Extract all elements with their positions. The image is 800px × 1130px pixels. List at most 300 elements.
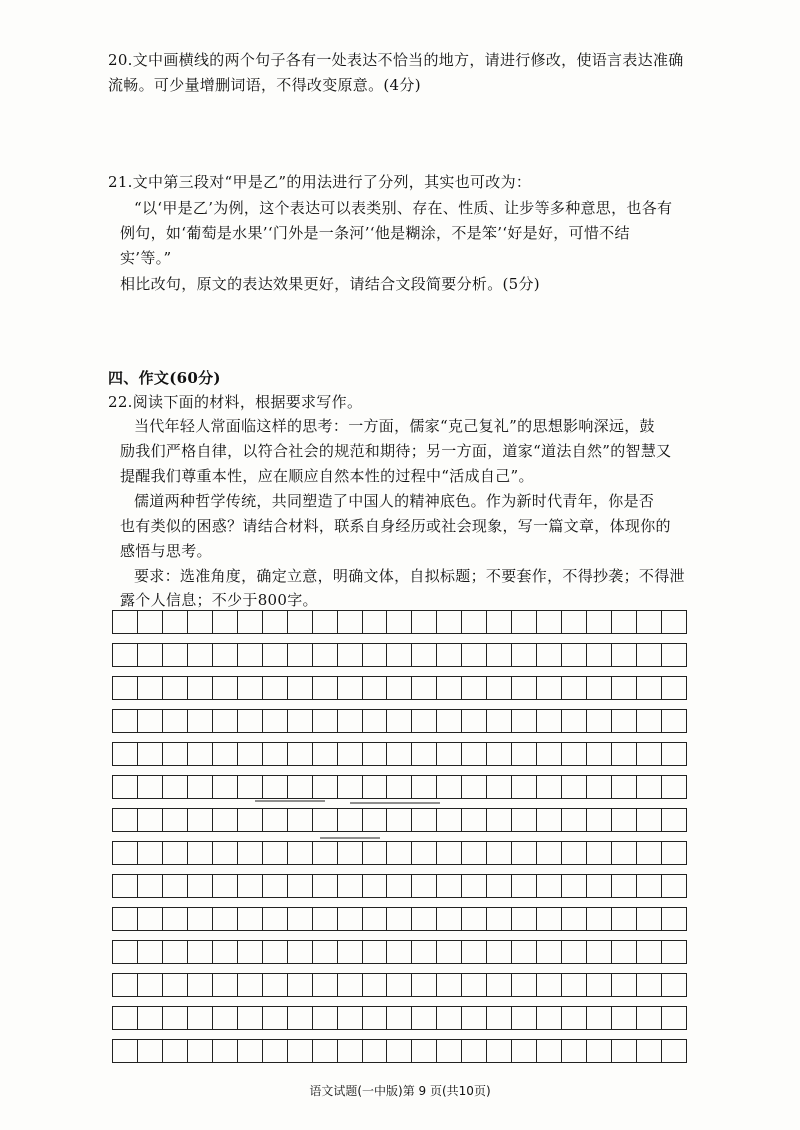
grid-cell[interactable] [238, 677, 263, 699]
grid-cell[interactable] [462, 776, 487, 798]
grid-cell[interactable] [437, 1007, 462, 1029]
grid-cell[interactable] [188, 842, 213, 864]
grid-cell[interactable] [213, 809, 238, 831]
grid-cell[interactable] [313, 809, 338, 831]
grid-cell[interactable] [487, 908, 512, 930]
grid-cell[interactable] [288, 974, 313, 996]
grid-cell[interactable] [637, 743, 662, 765]
grid-cell[interactable] [238, 710, 263, 732]
grid-cell[interactable] [462, 1040, 487, 1062]
grid-cell[interactable] [387, 974, 412, 996]
grid-cell[interactable] [487, 644, 512, 666]
grid-cell[interactable] [537, 611, 562, 633]
grid-cell[interactable] [587, 875, 612, 897]
grid-cell[interactable] [363, 677, 388, 699]
grid-cell[interactable] [238, 842, 263, 864]
grid-cell[interactable] [338, 677, 363, 699]
grid-cell[interactable] [587, 644, 612, 666]
grid-cell[interactable] [587, 809, 612, 831]
grid-cell[interactable] [163, 1040, 188, 1062]
grid-cell[interactable] [213, 611, 238, 633]
grid-cell[interactable] [562, 842, 587, 864]
grid-cell[interactable] [288, 743, 313, 765]
grid-cell[interactable] [263, 743, 288, 765]
grid-cell[interactable] [512, 644, 537, 666]
grid-cell[interactable] [662, 1007, 687, 1029]
grid-cell[interactable] [437, 644, 462, 666]
grid-cell[interactable] [662, 875, 687, 897]
grid-cell[interactable] [387, 842, 412, 864]
grid-cell[interactable] [163, 677, 188, 699]
grid-cell[interactable] [562, 677, 587, 699]
grid-cell[interactable] [363, 611, 388, 633]
grid-cell[interactable] [163, 941, 188, 963]
grid-cell[interactable] [288, 842, 313, 864]
grid-cell[interactable] [112, 908, 138, 930]
grid-cell[interactable] [462, 710, 487, 732]
grid-cell[interactable] [338, 1040, 363, 1062]
grid-cell[interactable] [138, 908, 163, 930]
grid-cell[interactable] [387, 710, 412, 732]
grid-cell[interactable] [263, 842, 288, 864]
grid-cell[interactable] [562, 743, 587, 765]
grid-cell[interactable] [512, 842, 537, 864]
grid-cell[interactable] [662, 611, 687, 633]
grid-cell[interactable] [512, 1007, 537, 1029]
grid-cell[interactable] [587, 908, 612, 930]
grid-cell[interactable] [512, 875, 537, 897]
grid-cell[interactable] [213, 842, 238, 864]
grid-cell[interactable] [363, 809, 388, 831]
grid-cell[interactable] [537, 842, 562, 864]
grid-cell[interactable] [138, 677, 163, 699]
grid-cell[interactable] [138, 875, 163, 897]
grid-cell[interactable] [512, 974, 537, 996]
grid-cell[interactable] [112, 743, 138, 765]
grid-cell[interactable] [313, 908, 338, 930]
grid-cell[interactable] [637, 974, 662, 996]
grid-cell[interactable] [637, 710, 662, 732]
grid-cell[interactable] [338, 809, 363, 831]
grid-cell[interactable] [188, 677, 213, 699]
grid-cell[interactable] [487, 1040, 512, 1062]
grid-cell[interactable] [537, 743, 562, 765]
grid-cell[interactable] [512, 611, 537, 633]
grid-cell[interactable] [412, 941, 437, 963]
grid-cell[interactable] [437, 776, 462, 798]
grid-cell[interactable] [662, 941, 687, 963]
grid-cell[interactable] [537, 974, 562, 996]
grid-cell[interactable] [263, 611, 288, 633]
grid-cell[interactable] [213, 743, 238, 765]
grid-cell[interactable] [462, 908, 487, 930]
grid-cell[interactable] [487, 809, 512, 831]
grid-cell[interactable] [288, 1040, 313, 1062]
grid-cell[interactable] [387, 875, 412, 897]
grid-cell[interactable] [263, 677, 288, 699]
grid-cell[interactable] [412, 644, 437, 666]
grid-cell[interactable] [238, 974, 263, 996]
grid-cell[interactable] [213, 908, 238, 930]
grid-cell[interactable] [662, 1040, 687, 1062]
grid-cell[interactable] [637, 776, 662, 798]
grid-cell[interactable] [188, 644, 213, 666]
grid-cell[interactable] [412, 1007, 437, 1029]
grid-cell[interactable] [213, 875, 238, 897]
grid-cell[interactable] [562, 644, 587, 666]
grid-cell[interactable] [338, 776, 363, 798]
grid-cell[interactable] [213, 974, 238, 996]
grid-cell[interactable] [537, 809, 562, 831]
grid-cell[interactable] [112, 611, 138, 633]
grid-cell[interactable] [163, 1007, 188, 1029]
grid-cell[interactable] [412, 677, 437, 699]
grid-cell[interactable] [138, 644, 163, 666]
grid-cell[interactable] [112, 974, 138, 996]
grid-cell[interactable] [462, 809, 487, 831]
grid-cell[interactable] [437, 842, 462, 864]
grid-cell[interactable] [662, 743, 687, 765]
grid-cell[interactable] [238, 1007, 263, 1029]
grid-cell[interactable] [338, 842, 363, 864]
grid-cell[interactable] [263, 974, 288, 996]
grid-cell[interactable] [462, 875, 487, 897]
grid-cell[interactable] [163, 809, 188, 831]
grid-cell[interactable] [462, 842, 487, 864]
grid-cell[interactable] [288, 908, 313, 930]
grid-cell[interactable] [288, 611, 313, 633]
grid-cell[interactable] [363, 974, 388, 996]
grid-cell[interactable] [437, 875, 462, 897]
grid-cell[interactable] [163, 743, 188, 765]
grid-cell[interactable] [412, 710, 437, 732]
grid-cell[interactable] [188, 743, 213, 765]
grid-cell[interactable] [562, 908, 587, 930]
grid-cell[interactable] [537, 875, 562, 897]
grid-cell[interactable] [462, 743, 487, 765]
grid-cell[interactable] [637, 677, 662, 699]
grid-cell[interactable] [562, 875, 587, 897]
grid-cell[interactable] [112, 644, 138, 666]
grid-cell[interactable] [387, 611, 412, 633]
grid-cell[interactable] [112, 941, 138, 963]
grid-cell[interactable] [313, 611, 338, 633]
grid-cell[interactable] [188, 875, 213, 897]
grid-cell[interactable] [213, 677, 238, 699]
grid-cell[interactable] [612, 809, 637, 831]
grid-cell[interactable] [562, 776, 587, 798]
grid-cell[interactable] [363, 644, 388, 666]
grid-cell[interactable] [562, 710, 587, 732]
grid-cell[interactable] [238, 875, 263, 897]
grid-cell[interactable] [612, 776, 637, 798]
grid-cell[interactable] [138, 743, 163, 765]
grid-cell[interactable] [263, 1040, 288, 1062]
grid-cell[interactable] [387, 809, 412, 831]
grid-cell[interactable] [587, 974, 612, 996]
grid-cell[interactable] [487, 710, 512, 732]
grid-cell[interactable] [163, 710, 188, 732]
grid-cell[interactable] [238, 809, 263, 831]
grid-cell[interactable] [537, 1040, 562, 1062]
grid-cell[interactable] [662, 809, 687, 831]
grid-cell[interactable] [238, 908, 263, 930]
grid-cell[interactable] [138, 1040, 163, 1062]
grid-cell[interactable] [637, 908, 662, 930]
grid-cell[interactable] [637, 842, 662, 864]
grid-cell[interactable] [263, 941, 288, 963]
grid-cell[interactable] [662, 974, 687, 996]
grid-cell[interactable] [612, 677, 637, 699]
grid-cell[interactable] [288, 677, 313, 699]
grid-cell[interactable] [163, 875, 188, 897]
grid-cell[interactable] [412, 743, 437, 765]
grid-cell[interactable] [512, 1040, 537, 1062]
grid-cell[interactable] [138, 842, 163, 864]
grid-cell[interactable] [387, 644, 412, 666]
grid-cell[interactable] [188, 941, 213, 963]
grid-cell[interactable] [437, 743, 462, 765]
grid-cell[interactable] [512, 710, 537, 732]
grid-cell[interactable] [487, 611, 512, 633]
grid-cell[interactable] [612, 710, 637, 732]
grid-cell[interactable] [188, 908, 213, 930]
grid-cell[interactable] [662, 710, 687, 732]
grid-cell[interactable] [338, 974, 363, 996]
grid-cell[interactable] [437, 809, 462, 831]
grid-cell[interactable] [637, 644, 662, 666]
grid-cell[interactable] [138, 611, 163, 633]
grid-cell[interactable] [412, 611, 437, 633]
grid-cell[interactable] [612, 974, 637, 996]
grid-cell[interactable] [112, 1040, 138, 1062]
grid-cell[interactable] [487, 974, 512, 996]
grid-cell[interactable] [363, 1007, 388, 1029]
grid-cell[interactable] [612, 644, 637, 666]
grid-cell[interactable] [263, 1007, 288, 1029]
grid-cell[interactable] [487, 743, 512, 765]
grid-cell[interactable] [288, 1007, 313, 1029]
grid-cell[interactable] [437, 611, 462, 633]
grid-cell[interactable] [437, 908, 462, 930]
grid-cell[interactable] [363, 743, 388, 765]
grid-cell[interactable] [587, 743, 612, 765]
grid-cell[interactable] [363, 908, 388, 930]
grid-cell[interactable] [637, 875, 662, 897]
grid-cell[interactable] [338, 710, 363, 732]
grid-cell[interactable] [512, 809, 537, 831]
grid-cell[interactable] [612, 743, 637, 765]
grid-cell[interactable] [387, 908, 412, 930]
grid-cell[interactable] [138, 974, 163, 996]
grid-cell[interactable] [487, 875, 512, 897]
grid-cell[interactable] [587, 677, 612, 699]
grid-cell[interactable] [637, 809, 662, 831]
grid-cell[interactable] [313, 1007, 338, 1029]
grid-cell[interactable] [387, 1040, 412, 1062]
grid-cell[interactable] [338, 644, 363, 666]
grid-cell[interactable] [338, 941, 363, 963]
grid-cell[interactable] [338, 908, 363, 930]
grid-cell[interactable] [288, 710, 313, 732]
grid-cell[interactable] [163, 908, 188, 930]
grid-cell[interactable] [213, 776, 238, 798]
writing-grid[interactable] [112, 610, 687, 1070]
grid-cell[interactable] [537, 1007, 562, 1029]
grid-cell[interactable] [188, 1007, 213, 1029]
grid-cell[interactable] [387, 677, 412, 699]
grid-cell[interactable] [587, 611, 612, 633]
grid-cell[interactable] [587, 941, 612, 963]
grid-cell[interactable] [188, 974, 213, 996]
grid-cell[interactable] [487, 776, 512, 798]
grid-cell[interactable] [263, 908, 288, 930]
grid-cell[interactable] [313, 974, 338, 996]
grid-cell[interactable] [238, 1040, 263, 1062]
grid-cell[interactable] [662, 842, 687, 864]
grid-cell[interactable] [512, 941, 537, 963]
grid-cell[interactable] [612, 611, 637, 633]
grid-cell[interactable] [313, 842, 338, 864]
grid-cell[interactable] [462, 974, 487, 996]
grid-cell[interactable] [263, 809, 288, 831]
grid-cell[interactable] [537, 941, 562, 963]
grid-cell[interactable] [637, 941, 662, 963]
grid-cell[interactable] [238, 743, 263, 765]
grid-cell[interactable] [437, 941, 462, 963]
grid-cell[interactable] [213, 1007, 238, 1029]
grid-cell[interactable] [363, 710, 388, 732]
grid-cell[interactable] [387, 776, 412, 798]
grid-cell[interactable] [288, 875, 313, 897]
grid-cell[interactable] [487, 842, 512, 864]
grid-cell[interactable] [112, 842, 138, 864]
grid-cell[interactable] [112, 809, 138, 831]
grid-cell[interactable] [288, 644, 313, 666]
grid-cell[interactable] [612, 1007, 637, 1029]
grid-cell[interactable] [437, 710, 462, 732]
grid-cell[interactable] [112, 1007, 138, 1029]
grid-cell[interactable] [587, 842, 612, 864]
grid-cell[interactable] [188, 710, 213, 732]
grid-cell[interactable] [387, 941, 412, 963]
grid-cell[interactable] [363, 875, 388, 897]
grid-cell[interactable] [487, 677, 512, 699]
grid-cell[interactable] [238, 776, 263, 798]
grid-cell[interactable] [313, 677, 338, 699]
grid-cell[interactable] [213, 1040, 238, 1062]
grid-cell[interactable] [662, 776, 687, 798]
grid-cell[interactable] [462, 644, 487, 666]
grid-cell[interactable] [487, 1007, 512, 1029]
grid-cell[interactable] [662, 677, 687, 699]
grid-cell[interactable] [313, 743, 338, 765]
grid-cell[interactable] [587, 710, 612, 732]
grid-cell[interactable] [163, 644, 188, 666]
grid-cell[interactable] [412, 809, 437, 831]
grid-cell[interactable] [138, 941, 163, 963]
grid-cell[interactable] [263, 875, 288, 897]
grid-cell[interactable] [412, 1040, 437, 1062]
grid-cell[interactable] [213, 710, 238, 732]
grid-cell[interactable] [512, 677, 537, 699]
grid-cell[interactable] [512, 776, 537, 798]
grid-cell[interactable] [138, 1007, 163, 1029]
grid-cell[interactable] [138, 776, 163, 798]
grid-cell[interactable] [213, 644, 238, 666]
grid-cell[interactable] [462, 677, 487, 699]
grid-cell[interactable] [338, 743, 363, 765]
grid-cell[interactable] [387, 1007, 412, 1029]
grid-cell[interactable] [313, 941, 338, 963]
grid-cell[interactable] [163, 776, 188, 798]
grid-cell[interactable] [612, 842, 637, 864]
grid-cell[interactable] [163, 974, 188, 996]
grid-cell[interactable] [188, 776, 213, 798]
grid-cell[interactable] [313, 710, 338, 732]
grid-cell[interactable] [238, 644, 263, 666]
grid-cell[interactable] [537, 776, 562, 798]
grid-cell[interactable] [412, 776, 437, 798]
grid-cell[interactable] [512, 908, 537, 930]
grid-cell[interactable] [138, 710, 163, 732]
grid-cell[interactable] [487, 941, 512, 963]
grid-cell[interactable] [612, 1040, 637, 1062]
grid-cell[interactable] [288, 941, 313, 963]
grid-cell[interactable] [412, 842, 437, 864]
grid-cell[interactable] [188, 611, 213, 633]
grid-cell[interactable] [387, 743, 412, 765]
grid-cell[interactable] [363, 842, 388, 864]
grid-cell[interactable] [587, 1040, 612, 1062]
grid-cell[interactable] [338, 875, 363, 897]
grid-cell[interactable] [562, 974, 587, 996]
grid-cell[interactable] [363, 776, 388, 798]
grid-cell[interactable] [512, 743, 537, 765]
grid-cell[interactable] [637, 1040, 662, 1062]
grid-cell[interactable] [412, 974, 437, 996]
grid-cell[interactable] [313, 875, 338, 897]
grid-cell[interactable] [263, 710, 288, 732]
grid-cell[interactable] [437, 1040, 462, 1062]
grid-cell[interactable] [562, 1007, 587, 1029]
grid-cell[interactable] [437, 974, 462, 996]
grid-cell[interactable] [437, 677, 462, 699]
grid-cell[interactable] [363, 941, 388, 963]
grid-cell[interactable] [587, 776, 612, 798]
grid-cell[interactable] [412, 875, 437, 897]
grid-cell[interactable] [313, 776, 338, 798]
grid-cell[interactable] [288, 809, 313, 831]
grid-cell[interactable] [462, 941, 487, 963]
grid-cell[interactable] [662, 644, 687, 666]
grid-cell[interactable] [238, 611, 263, 633]
grid-cell[interactable] [188, 1040, 213, 1062]
grid-cell[interactable] [537, 677, 562, 699]
grid-cell[interactable] [313, 644, 338, 666]
grid-cell[interactable] [112, 710, 138, 732]
grid-cell[interactable] [363, 1040, 388, 1062]
grid-cell[interactable] [587, 1007, 612, 1029]
grid-cell[interactable] [612, 908, 637, 930]
grid-cell[interactable] [562, 611, 587, 633]
grid-cell[interactable] [288, 776, 313, 798]
grid-cell[interactable] [412, 908, 437, 930]
grid-cell[interactable] [138, 809, 163, 831]
grid-cell[interactable] [562, 941, 587, 963]
grid-cell[interactable] [562, 1040, 587, 1062]
grid-cell[interactable] [537, 644, 562, 666]
